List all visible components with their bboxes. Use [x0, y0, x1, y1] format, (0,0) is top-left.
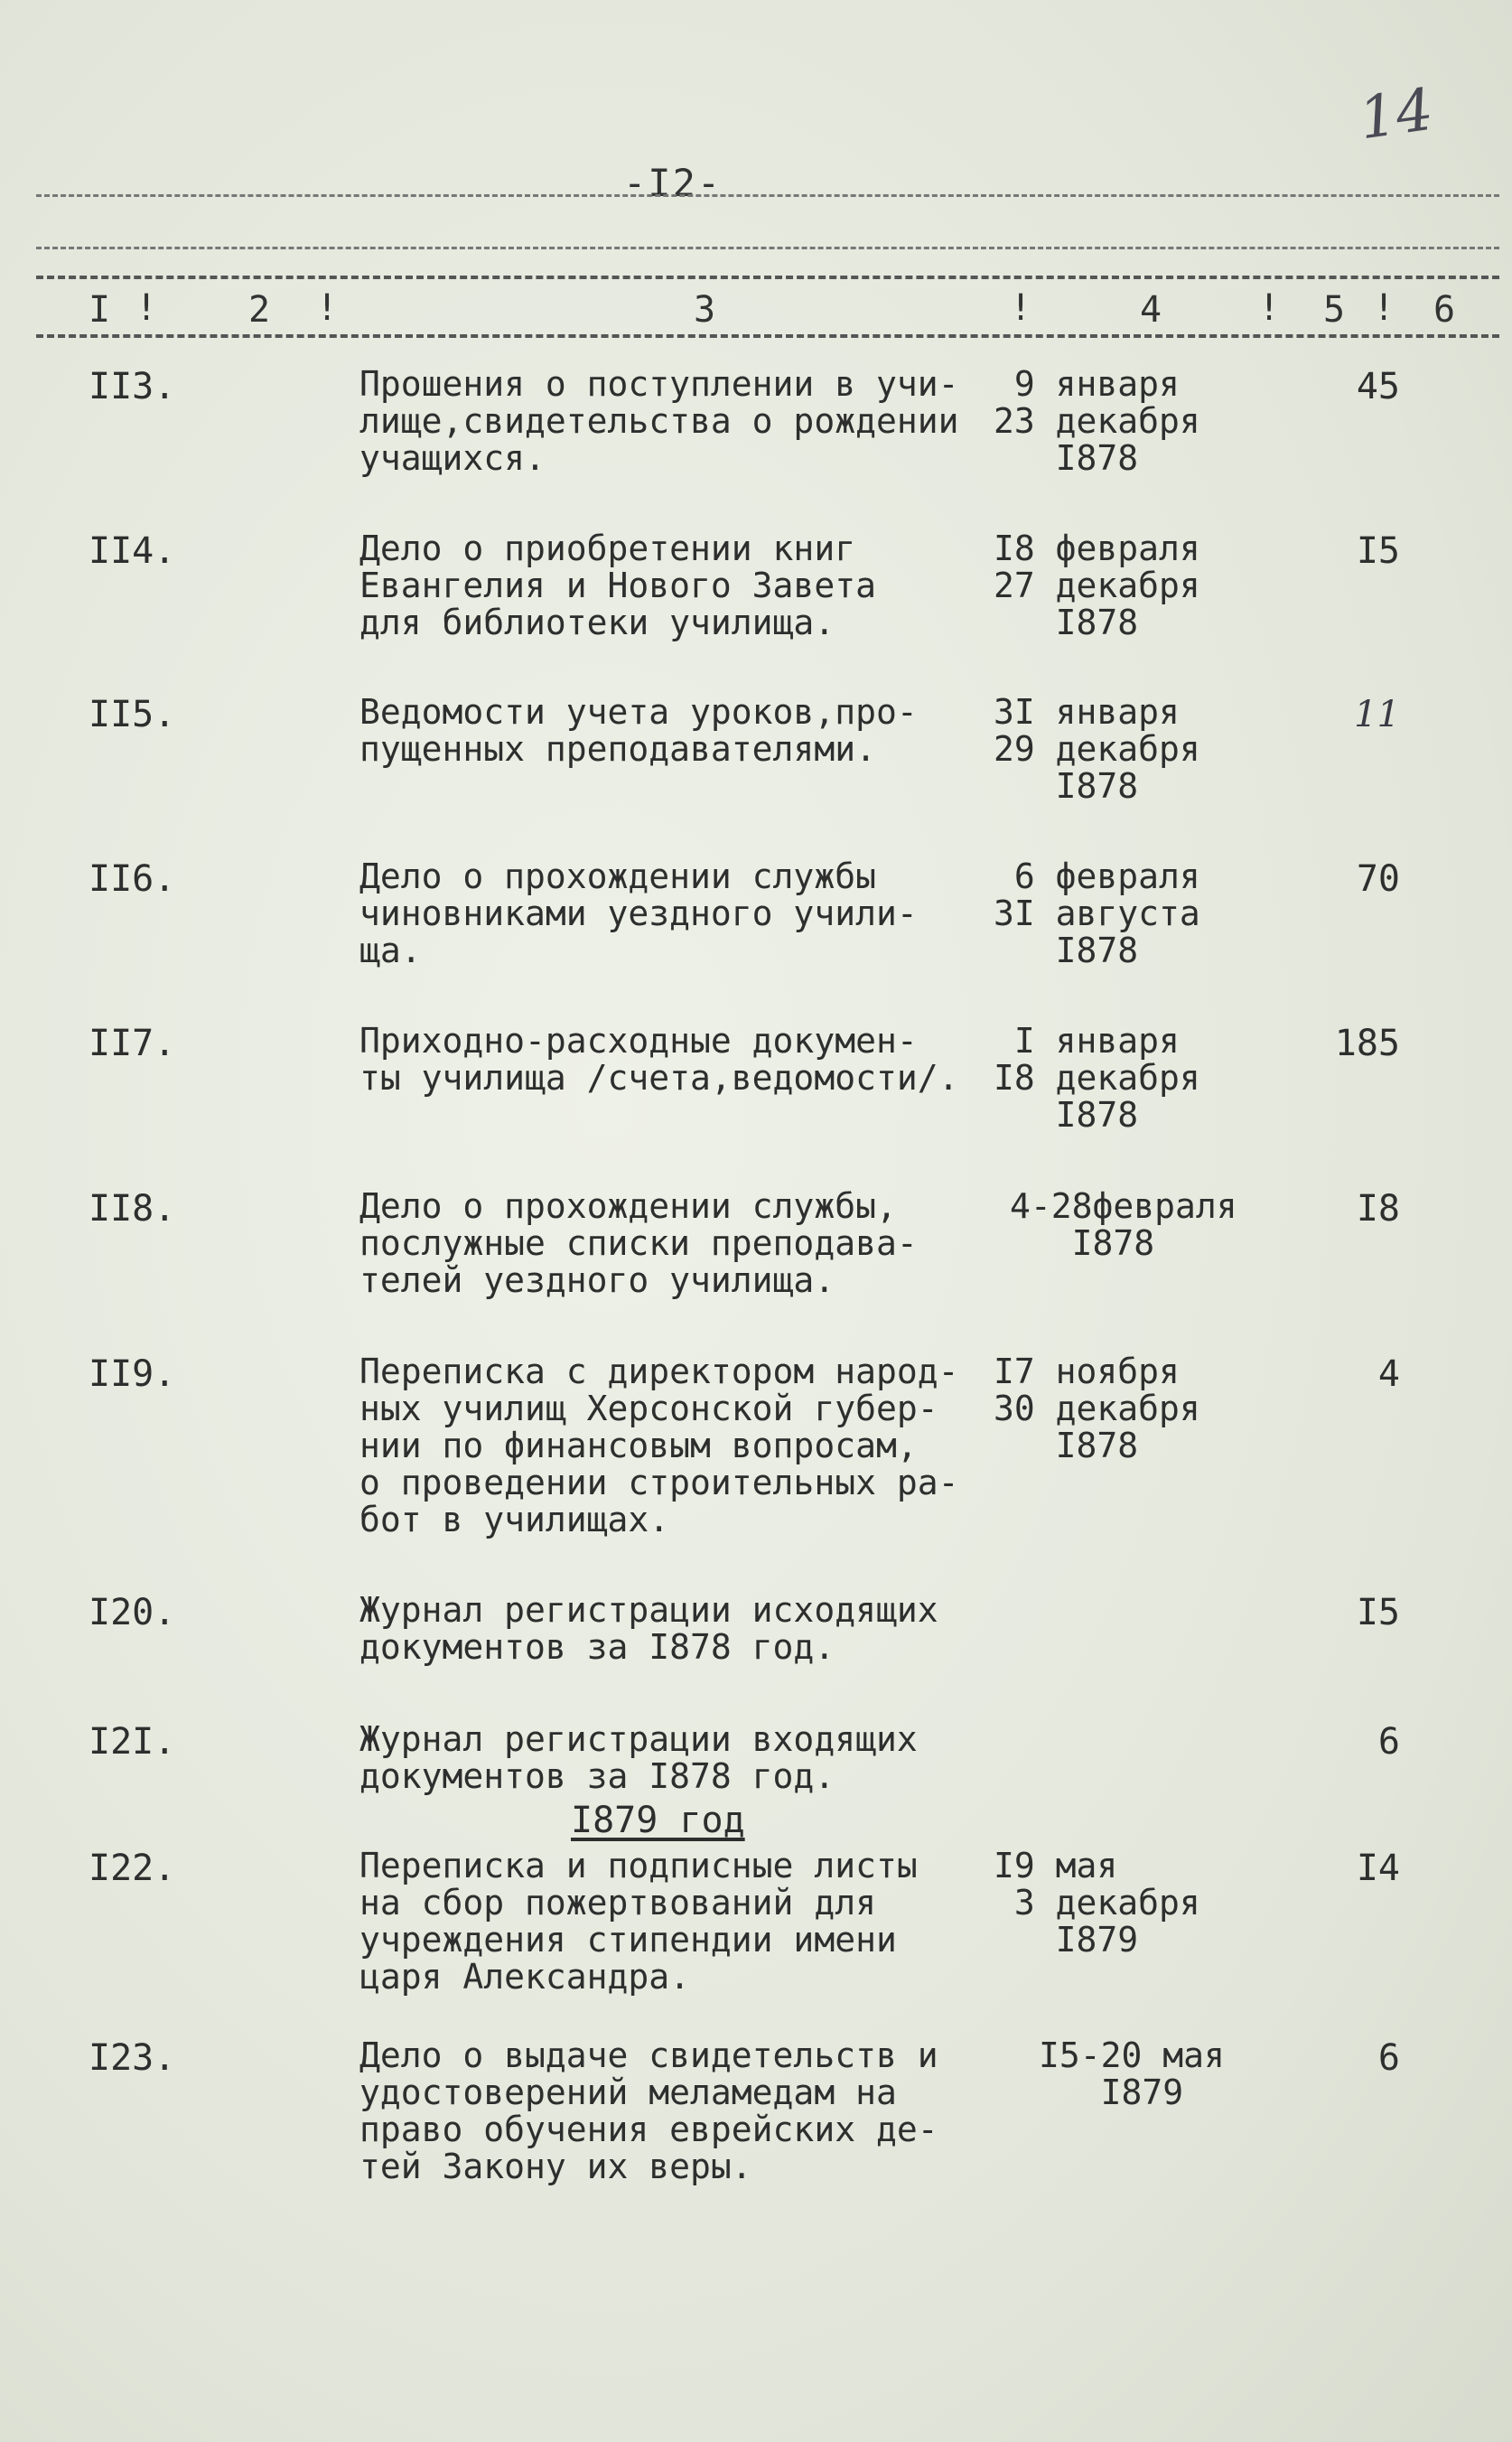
entry-dates: 4-28февраля I878	[1010, 1186, 1237, 1263]
column-header: I	[89, 289, 111, 331]
column-header: 5	[1323, 289, 1346, 331]
entry-title: Журнал регистрации входящих документов за I878 год.	[359, 1719, 918, 1796]
entry-title: Переписка и подписные листы на сбор пожертвований для учреждения стипендии имени царя Александра.	[359, 1846, 918, 1997]
column-header: 6	[1433, 289, 1456, 331]
entry-number: I20.	[89, 1592, 176, 1633]
entry-title: Переписка с директором народ- ных училищ Херсонской губер- нии по финансовым вопросам, о проведении строительных ра- бот в училищах.	[359, 1352, 959, 1539]
entry-title: Ведомости учета уроков,про- пущенных преподавателями.	[359, 692, 918, 769]
entry-dates: 3I января 29 декабря I878	[994, 692, 1200, 806]
entry-number: II5.	[89, 694, 176, 735]
dashed-rule	[36, 334, 1499, 338]
entry-sheet-count: I5	[1356, 1592, 1400, 1633]
entry-sheet-count: 6	[1377, 1721, 1400, 1763]
entry-title: Прошения о поступлении в учи- лище,свидетельства о рождении учащихся.	[359, 364, 959, 478]
entry-sheet-count: 70	[1356, 858, 1400, 900]
entry-dates: I5-20 мая I879	[1039, 2035, 1225, 2112]
entry-sheet-count: I4	[1356, 1848, 1400, 1889]
column-separator: !	[1010, 287, 1032, 329]
entry-number: II3.	[89, 366, 176, 407]
entry-number: II4.	[89, 530, 176, 572]
entry-title: Приходно-расходные докумен- ты училища /счета,ведомости/.	[359, 1021, 959, 1098]
column-header: 2	[248, 289, 271, 331]
entry-sheet-count: 4	[1377, 1353, 1400, 1395]
column-separator: !	[316, 287, 339, 329]
entry-dates: I9 мая 3 декабря I879	[994, 1846, 1200, 1960]
column-separator: !	[1258, 287, 1281, 329]
column-header: 4	[1140, 289, 1162, 331]
entry-number: II6.	[89, 858, 176, 900]
page-number: -I2-	[623, 161, 723, 205]
entry-number: I2I.	[89, 1721, 176, 1763]
entry-title: Дело о прохождении службы чиновниками уездного учили- ща.	[359, 856, 918, 970]
entry-number: II9.	[89, 1353, 176, 1395]
entry-sheet-count: 6	[1377, 2037, 1400, 2079]
entry-sheet-count: I8	[1356, 1188, 1400, 1230]
entry-title: Дело о выдаче свидетельств и удостоверений меламедам на право обучения еврейских де- тей Закону их веры.	[359, 2035, 938, 2186]
entry-number: I22.	[89, 1848, 176, 1889]
entry-dates: 9 января 23 декабря I878	[994, 364, 1200, 478]
entry-sheet-count-handwritten: 11	[1354, 694, 1400, 735]
entry-number: II8.	[89, 1188, 176, 1230]
column-header: 3	[694, 289, 716, 331]
entry-sheet-count: 185	[1334, 1023, 1400, 1064]
entry-sheet-count: I5	[1356, 530, 1400, 572]
column-separator: !	[1373, 287, 1395, 329]
entry-dates: 6 февраля 3I августа I878	[994, 856, 1200, 970]
entry-title: Дело о приобретении книг Евангелия и Нового Завета для библиотеки училища.	[359, 529, 876, 642]
column-separator: !	[135, 287, 158, 329]
year-heading: I879 год	[571, 1800, 745, 1841]
folio-number: 14	[1355, 76, 1438, 154]
dashed-rule	[36, 194, 1499, 197]
dashed-rule	[36, 247, 1499, 249]
entry-dates: I7 ноября 30 декабря I878	[994, 1352, 1200, 1465]
entry-sheet-count: 45	[1356, 366, 1400, 407]
entry-dates: I января I8 декабря I878	[994, 1021, 1200, 1135]
entry-number: I23.	[89, 2037, 176, 2079]
entry-title: Журнал регистрации исходящих документов за I878 год.	[359, 1590, 938, 1667]
entry-title: Дело о прохождении службы, послужные списки преподава- телей уездного училища.	[359, 1186, 918, 1300]
dashed-rule	[36, 276, 1499, 279]
entry-number: II7.	[89, 1023, 176, 1064]
entry-dates: I8 февраля 27 декабря I878	[994, 529, 1200, 642]
